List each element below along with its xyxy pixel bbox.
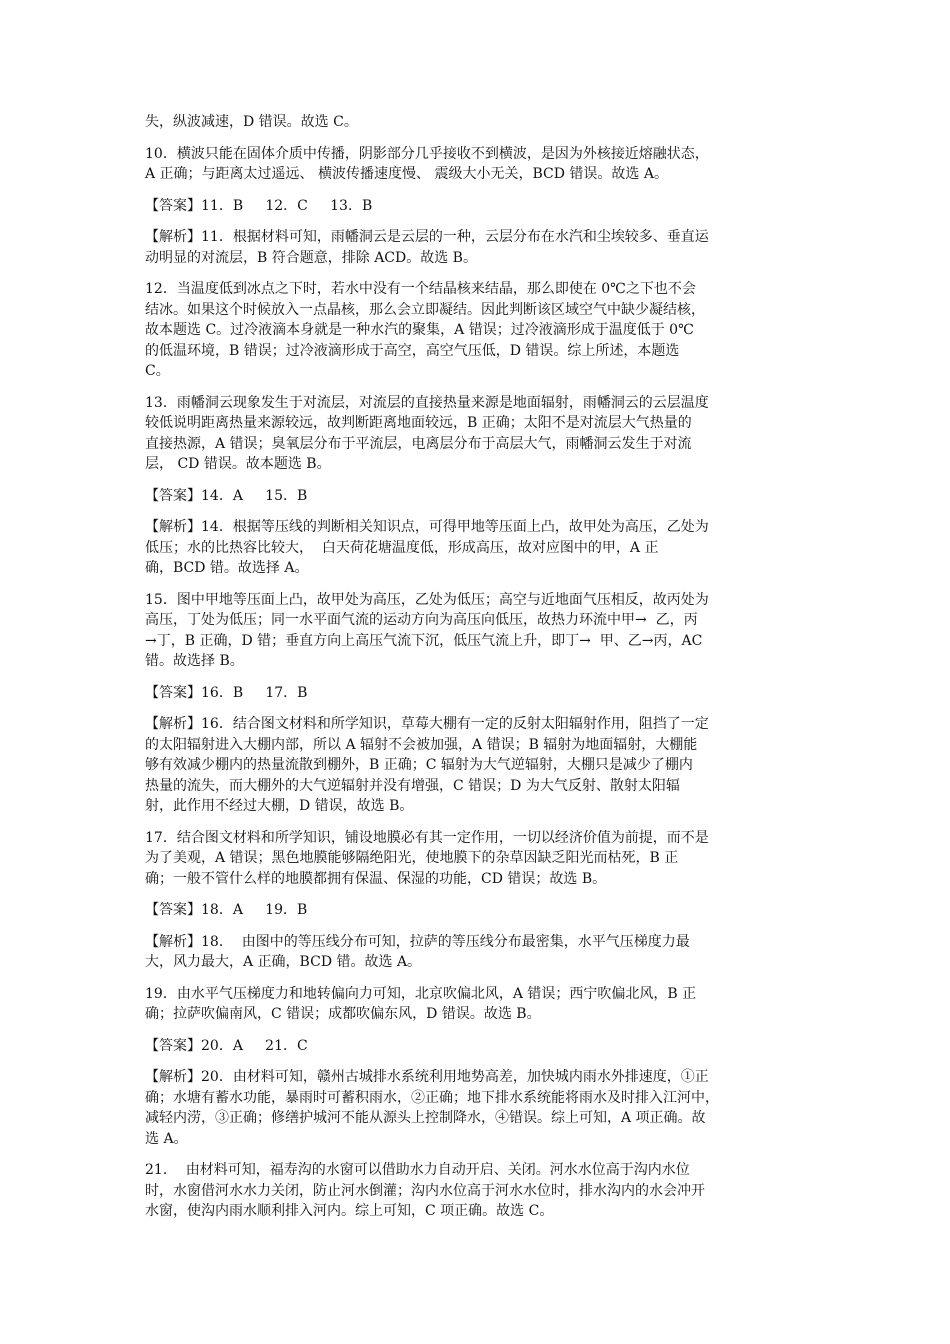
- text-line: 【解析】18． 由图中的等压线分布可知，拉萨的等压线分布最密集，水平气压梯度力最: [145, 933, 690, 950]
- text-line: 高压，丁处为低压；同一水平面气流的运动方向为高压向低压，故热力环流中甲→ 乙，丙: [145, 612, 698, 628]
- text-line: 够有效减少棚内的热量流散到棚外，B 正确；C 辐射为大气逆辐射，大棚只是减少了棚内: [145, 757, 693, 773]
- text-line: 【解析】14．根据等压线的判断相关知识点，可得甲地等压面上凸，故甲处为高压，乙处为: [145, 519, 709, 535]
- text-line: 动明显的对流层，B 符合题意，排除 ACD。故选 B。: [145, 249, 477, 266]
- text-line: 较低说明距离热量来源较远，故判断距离地面较远，B 正确；太阳不是对流层大气热量的: [145, 415, 692, 431]
- paragraph: [145, 828, 810, 890]
- text-line: 水窗，使沟内雨水顺利排入河内。综上可知，C 项正确。故选 C。: [145, 1203, 554, 1219]
- text-line: 选 A。: [145, 1130, 188, 1147]
- text-line: 【答案】18．A 19．B: [145, 902, 308, 918]
- text-line: 低压；水的比热容比较大， 白天荷花塘温度低，形成高压，故对应图中的甲，A 正: [145, 539, 659, 556]
- text-line: →丁，B 正确，D 错；垂直方向上高压气流下沉，低压气流上升，即丁→ 甲、乙→丙，AC: [145, 632, 703, 649]
- paragraph: [145, 1067, 810, 1149]
- text-line: 结冰。如果这个时候放入一点晶核，那么会立即凝结。因此判断该区域空气中缺少凝结核，: [145, 301, 705, 318]
- text-line: 减轻内涝，③正确；修缮护城河不能从源头上控制降水，④错误。综上可知，A 项正确。故: [145, 1110, 706, 1126]
- text-line: 19．由水平气压梯度力和地转偏向力可知，北京吹偏北风，A 错误；西宁吹偏北风，B 正: [145, 985, 697, 1002]
- text-line: 12．当温度低到冰点之下时，若水中没有一个结晶核来结晶，那么即使在 0℃之下也不会: [145, 281, 696, 297]
- paragraph: [145, 1036, 810, 1057]
- text-line: 的太阳辐射进入大棚内部，所以 A 辐射不会被加强，A 错误；B 辐射为地面辐射，大棚能: [145, 736, 698, 753]
- paragraph: [145, 984, 810, 1025]
- text-line: 直接热源，A 错误；臭氧层分布于平流层，电离层分布于高层大气，雨幡洞云发生于对流: [145, 435, 692, 452]
- text-line: 21． 由材料可知，福寿沟的水窗可以借助水力自动开启、关闭。河水水位高于沟内水位: [145, 1162, 690, 1178]
- text-line: 17．结合图文材料和所学知识，铺设地膜必有其一定作用，一切以经济价值为前提，而不是: [145, 829, 709, 846]
- text-line: 确，BCD 错。故选择 A。: [145, 560, 309, 576]
- text-line: 15．图中甲地等压面上凸，故甲处为高压，乙处为低压；高空与近地面气压相反，故丙处为: [145, 591, 709, 608]
- paragraph: [145, 196, 810, 217]
- text-line: 错。故选择 B。: [145, 653, 244, 669]
- paragraph: [145, 279, 810, 382]
- text-line: 【解析】11．根据材料可知，雨幡洞云是云层的一种，云层分布在水汽和尘埃较多、垂直运: [145, 229, 709, 245]
- text-line: 【答案】16．B 17．B: [145, 684, 308, 701]
- text-line: 故本题选 C。过冷液滴本身就是一种水汽的聚集，A 错误；过冷液滴形成于温度低于 0℃: [145, 322, 694, 338]
- text-line: 为了美观，A 错误；黑色地膜能够隔绝阳光，使地膜下的杂草因缺乏阳光而枯死，B 正: [145, 850, 679, 866]
- paragraph: [145, 714, 810, 817]
- text-line: 10．横波只能在固体介质中传播，阴影部分几乎接收不到横波，是因为外核接近熔融状态，: [145, 145, 709, 162]
- paragraph: [145, 590, 810, 672]
- text-line: 确；拉萨吹偏南风，C 错误；成都吹偏东风，D 错误。故选 B。: [145, 1006, 541, 1022]
- text-line: 层， CD 错误。故本题选 B。: [145, 456, 331, 472]
- text-line: 【解析】16．结合图文材料和所学知识，草莓大棚有一定的反射太阳辐射作用，阻挡了一定: [145, 716, 709, 732]
- text-line: C。: [145, 363, 170, 379]
- text-line: 时，水窗借河水水力关闭，防止河水倒灌；沟内水位高于河水水位时，排水沟内的水会冲开: [145, 1182, 705, 1199]
- paragraph: [145, 393, 810, 475]
- paragraph: [145, 144, 810, 185]
- paragraph: [145, 227, 810, 268]
- text-line: 射，此作用不经过大棚，D 错误，故选 B。: [145, 798, 414, 814]
- text-line: 13．雨幡洞云现象发生于对流层，对流层的直接热量来源是地面辐射，雨幡洞云的云层温度: [145, 394, 709, 411]
- text-line: 的低温环境，B 错误；过冷液滴形成于高空，高空气压低，D 错误。综上所述，本题选: [145, 342, 680, 359]
- text-line: 大，风力最大，A 正确，BCD 错。故选 A。: [145, 954, 422, 970]
- text-line: 热量的流失，而大棚外的大气逆辐射并没有增强，C 错误；D 为大气反射、散射太阳辐: [145, 777, 680, 794]
- paragraph: [145, 900, 810, 921]
- text-line: 确；一般不管什么样的地膜都拥有保温、保湿的功能，CD 错误；故选 B。: [145, 870, 607, 887]
- text-line: A 正确；与距离太过遥远、 横波传播速度慢、 震级大小无关，BCD 错误。故选 A。: [145, 166, 668, 182]
- paragraph: [145, 486, 810, 507]
- paragraph: [145, 517, 810, 579]
- text-line: 【解析】20．由材料可知，赣州古城排水系统利用地势高差，加快城内雨水外排速度，①正: [145, 1069, 709, 1085]
- text-line: 【答案】11．B 12．C 13．B: [145, 197, 373, 214]
- paragraph: [145, 683, 810, 704]
- text-line: 【答案】14．A 15．B: [145, 487, 308, 504]
- paragraph: [145, 1160, 810, 1222]
- text-line: 【答案】20．A 21．C: [145, 1037, 308, 1054]
- paragraph: [145, 112, 810, 133]
- document-page: [145, 112, 810, 1233]
- text-line: 失，纵波减速，D 错误。故选 C。: [145, 114, 358, 130]
- text-line: 确；水塘有蓄水功能，暴雨时可蓄积雨水，②正确；地下排水系统能将雨水及时排入江河中，: [145, 1089, 719, 1106]
- paragraph: [145, 932, 810, 973]
